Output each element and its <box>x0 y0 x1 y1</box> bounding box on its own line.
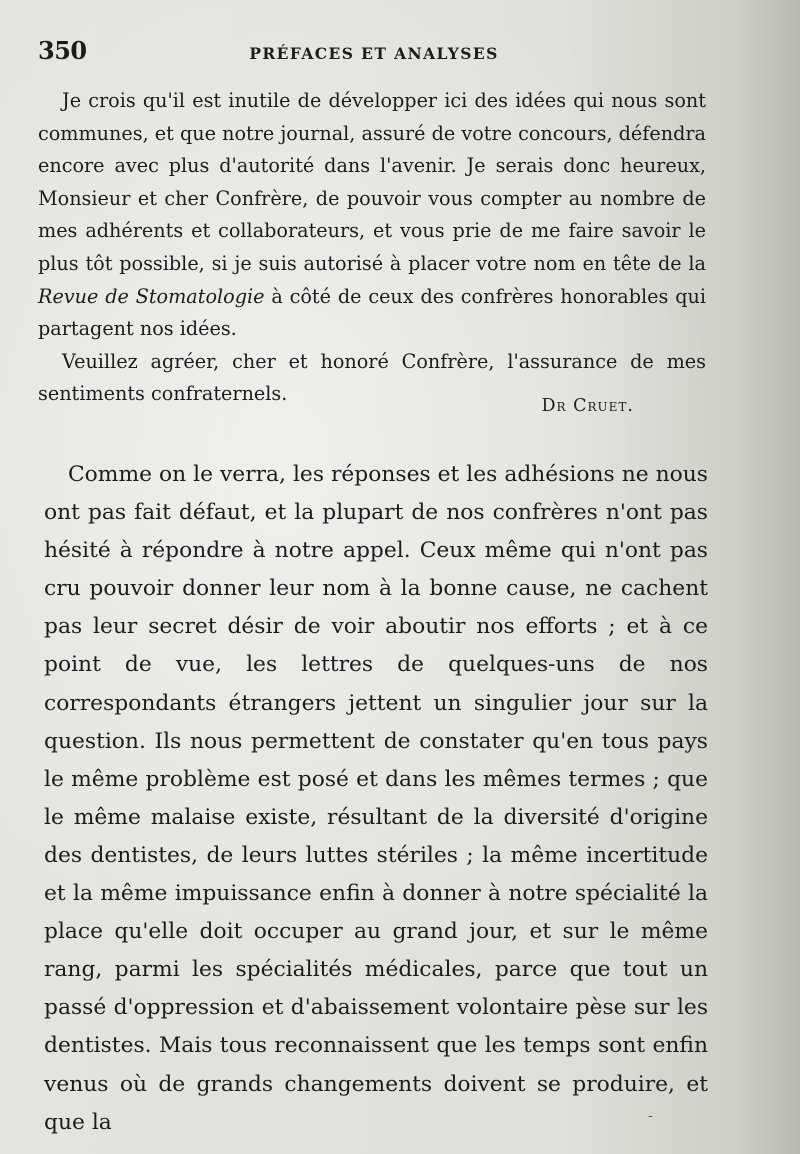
page-number: 350 <box>38 36 87 65</box>
footer-mark: - <box>648 1108 653 1124</box>
main-paragraph: Comme on le verra, les réponses et les adhésions ne nous ont pas fait défaut, et la plupart de nos confrères n'ont pas hésité à répondre à notre appel. Ceux même qui n'ont pas cru pouvoir donner leur nom à la bonne cause, ne cachent pas leur secret désir de voir aboutir nos efforts ; et à ce point de vue, les lettres de quelques-uns de nos correspondants étrangers jettent un singulier jour sur la question. Ils nous permettent de constater qu'en tous pays le même problème est posé et dans les mêmes termes ; que le même malaise existe, résultant de la diversité d'origine des dentistes, de leurs luttes stériles ; la même incertitude et la même impuissance enfin à donner à notre spécialité la place qu'elle doit occuper au grand jour, et sur le même rang, parmi les spécialités médicales, parce que tout un passé d'oppression et d'abaissement volontaire pèse sur les dentistes. Mais tous reconnaissent que les temps sont enfin venus où de grands changements doivent se produire, et que la <box>44 462 708 1135</box>
letter-paragraph-2: Veuillez agréer, cher et honoré Confrère, l'assurance de mes sentiments confraternels. <box>38 349 706 406</box>
letter-text-part-1: Je crois qu'il est inutile de développer ici des idées qui nous sont communes, et que notre journal, assuré de votre concours, défendra encore avec plus d'autorité dans l'avenir. Je serais donc heureux, Monsieur et cher Confrère, de pouvoir vous compter au nombre de mes adhérents et collaborateurs, et vous prie de me faire savoir le plus tôt possible, si je suis autorisé à placer votre nom en tête de la <box>38 89 706 275</box>
letter-excerpt <box>38 85 706 411</box>
main-text <box>44 456 708 1142</box>
letter-paragraph-1 <box>38 85 706 346</box>
journal-title: Revue de Stomatologie <box>38 284 265 308</box>
running-head: PRÉFACES ET ANALYSES <box>249 44 499 63</box>
letter-text-part-2: à côté de ceux des confrères honorables qui partagent nos idées. <box>38 284 706 341</box>
page-header <box>38 36 710 68</box>
letter-signature: Dr Cruet. <box>541 396 634 416</box>
